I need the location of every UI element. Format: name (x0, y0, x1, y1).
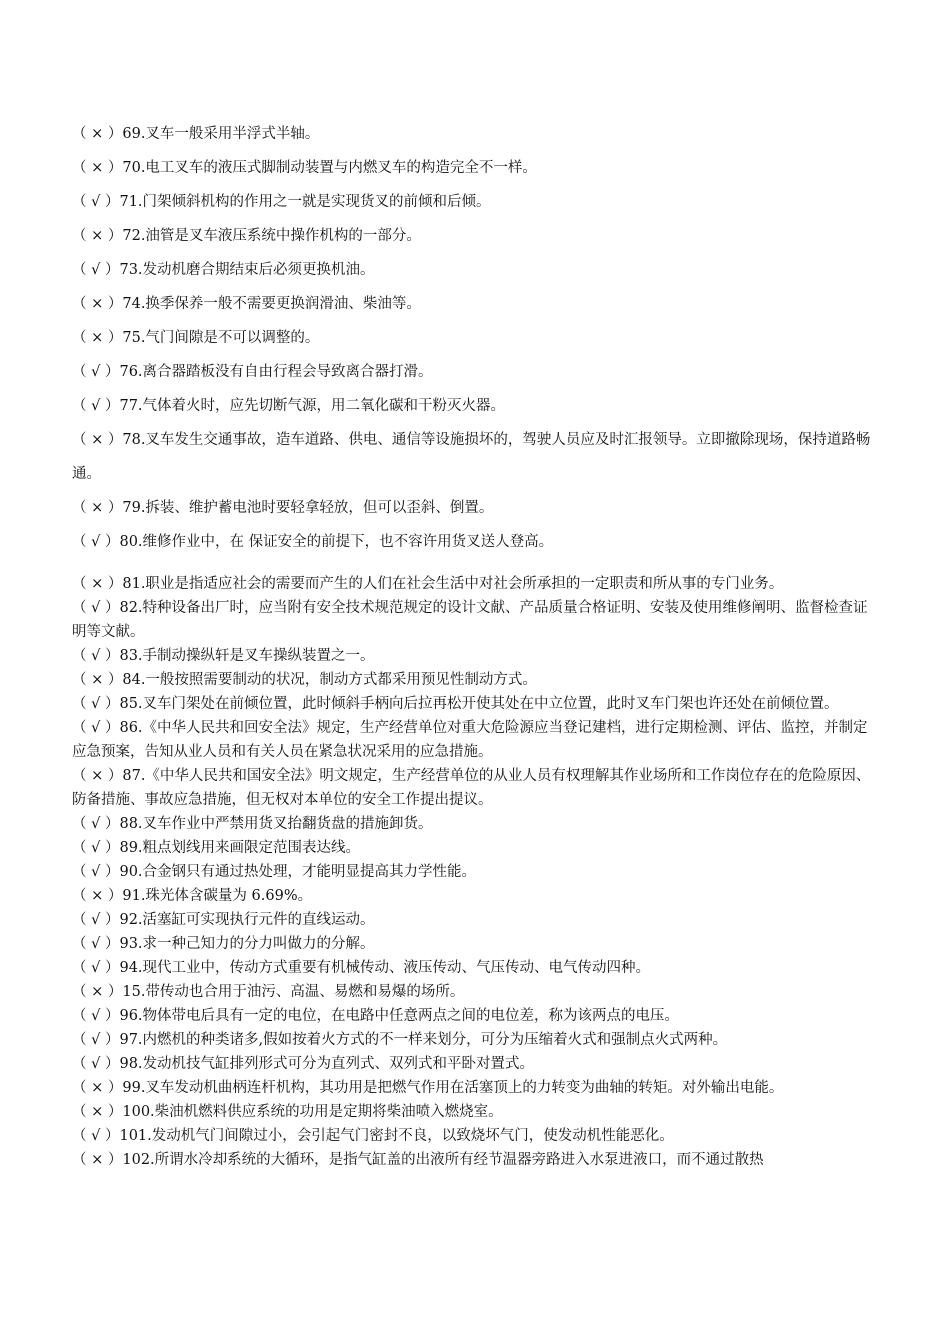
answer-mark: （ √ ） (72, 534, 120, 550)
list-item (72, 668, 877, 692)
answer-mark: （ √ ） (72, 364, 120, 380)
question-list-upper (72, 117, 882, 559)
list-item (72, 860, 877, 884)
answer-mark: （ × ） (72, 888, 123, 904)
list-item (72, 812, 877, 836)
question-text: 102.所谓水冷却系统的大循环，是指气缸盖的出液所有经节温器旁路进入水泵进液口，而不通过散热 (122, 1152, 764, 1168)
list-item (72, 491, 882, 525)
list-item (72, 321, 882, 355)
question-text: 98.发动机技气缸排列形式可分为直列式、双列式和平卧对置式。 (119, 1056, 535, 1072)
answer-mark: （ √ ） (72, 696, 120, 712)
list-item (72, 932, 877, 956)
answer-mark: （ √ ） (72, 1008, 120, 1024)
question-text: 77.气体着火时，应先切断气源，用二氧化碳和干粉灭火器。 (119, 398, 506, 414)
question-text: 71.门架倾斜机构的作用之一就是实现货叉的前倾和后倾。 (119, 194, 491, 210)
question-text: 89.粗点划线用来画限定范围表达线。 (119, 840, 361, 856)
question-text: 81.职业是指适应社会的需要而产生的人们在社会生活中对社会所承担的一定职责和所从事的专门业务。 (122, 576, 784, 592)
answer-mark: （ × ） (72, 330, 123, 346)
question-text: 94.现代工业中，传动方式重要有机械传动、液压传动、气压传动、电气传动四种。 (119, 960, 651, 976)
answer-mark: （ √ ） (72, 816, 120, 832)
answer-mark: （ × ） (72, 432, 123, 448)
question-text: 70.电工叉车的液压式脚制动装置与内燃叉车的构造完全不一样。 (122, 160, 537, 176)
answer-mark: （ × ） (72, 672, 123, 688)
question-text: 92.活塞缸可实现执行元件的直线运动。 (119, 912, 375, 928)
question-text: 76.离合器踏板没有自由行程会导致离合器打滑。 (119, 364, 433, 380)
question-text: 88.叉车作业中严禁用货叉抬翻货盘的措施卸货。 (119, 816, 433, 832)
answer-mark: （ × ） (72, 126, 123, 142)
question-text: 75.气门间隙是不可以调整的。 (122, 330, 320, 346)
question-text: 96.物体带电后具有一定的电位，在电路中任意两点之间的电位差，称为该两点的电压。 (119, 1008, 680, 1024)
answer-mark: （ × ） (72, 1152, 123, 1168)
answer-mark: （ × ） (72, 1080, 123, 1096)
question-text: 84.一般按照需要制动的状况，制动方式都采用预见性制动方式。 (122, 672, 537, 688)
list-item (72, 117, 882, 151)
question-text: 97.内燃机的种类诸多,假如按着火方式的不一样来划分，可分为压缩着火式和强制点火式两种。 (119, 1032, 728, 1048)
question-text: 91.珠光体含碳量为 6.69%。 (122, 888, 313, 904)
list-item (72, 389, 882, 423)
question-text: 15.带传动也合用于油污、高温、易燃和易爆的场所。 (122, 984, 465, 1000)
answer-mark: （ × ） (72, 500, 123, 516)
list-item (72, 1076, 877, 1100)
list-item (72, 1028, 877, 1052)
list-item (72, 423, 882, 491)
list-item (72, 219, 882, 253)
list-item (72, 644, 877, 668)
answer-mark: （ √ ） (72, 1056, 120, 1072)
list-item (72, 980, 877, 1004)
list-item (72, 836, 877, 860)
list-item (72, 692, 877, 716)
list-item (72, 572, 877, 596)
list-item (72, 884, 877, 908)
answer-mark: （ √ ） (72, 960, 120, 976)
answer-mark: （ × ） (72, 296, 123, 312)
list-item (72, 716, 877, 764)
question-text: 93.求一种己知力的分力叫做力的分解。 (119, 936, 375, 952)
list-item (72, 287, 882, 321)
list-item (72, 908, 877, 932)
answer-mark: （ × ） (72, 768, 123, 784)
answer-mark: （ × ） (72, 576, 123, 592)
question-text: 100.柴油机燃料供应系统的功用是定期将柴油喷入燃烧室。 (122, 1104, 503, 1120)
question-text: 101.发动机气门间隙过小，会引起气门密封不良，以致烧坏气门，使发动机性能恶化。 (119, 1128, 674, 1144)
list-item (72, 185, 882, 219)
answer-mark: （ √ ） (72, 194, 120, 210)
list-item (72, 764, 877, 812)
list-item (72, 1052, 877, 1076)
question-text: 80.维修作业中，在 保证安全的前提下，也不容许用货叉送人登高。 (119, 534, 554, 550)
question-text: 79.拆装、维护蓄电池时要轻拿轻放，但可以歪斜、倒置。 (122, 500, 494, 516)
question-text: 72.油管是叉车液压系统中操作机构的一部分。 (122, 228, 421, 244)
list-item (72, 253, 882, 287)
answer-mark: （ × ） (72, 160, 123, 176)
list-item (72, 1100, 877, 1124)
question-text: 99.叉车发动机曲柄连杆机构，其功用是把燃气作用在活塞顶上的力转变为曲轴的转矩。对外输出电能。 (122, 1080, 784, 1096)
list-item (72, 956, 877, 980)
question-text: 78.叉车发生交通事故，造车道路、供电、通信等设施损坏的，驾驶人员应及时汇报领导。立即撤除现场，保持道路畅通。 (72, 432, 871, 482)
question-text: 87.《中华人民共和国安全法》明文规定，生产经营单位的从业人员有权理解其作业场所和工作岗位存在的危险原因、防备措施、事故应急措施，但无权对本单位的安全工作提出提议。 (72, 768, 871, 808)
answer-mark: （ √ ） (72, 864, 120, 880)
list-item (72, 596, 877, 644)
answer-mark: （ √ ） (72, 720, 120, 736)
list-item (72, 525, 882, 559)
question-text: 82.特种设备出厂时，应当附有安全技术规范规定的设计文献、产品质量合格证明、安装及使用维修阐明、监督检查证明等文献。 (72, 600, 868, 640)
answer-mark: （ √ ） (72, 262, 120, 278)
question-list-lower (72, 572, 877, 1172)
answer-mark: （ √ ） (72, 840, 120, 856)
answer-mark: （ √ ） (72, 912, 120, 928)
question-text: 86.《中华人民共和回安全法》规定，生产经营单位对重大危险源应当登记建档，进行定期检测、评估、监控，并制定应急预案，告知从业人员和有关人员在紧急状况采用的应急措施。 (72, 720, 868, 760)
list-item (72, 1124, 877, 1148)
answer-mark: （ √ ） (72, 648, 120, 664)
question-text: 90.合金钢只有通过热处理，才能明显提高其力学性能。 (119, 864, 477, 880)
question-text: 69.叉车一般采用半浮式半轴。 (122, 126, 320, 142)
answer-mark: （ √ ） (72, 936, 120, 952)
question-text: 83.手制动操纵轩是叉车操纵装置之一。 (119, 648, 375, 664)
question-text: 73.发动机磨合期结束后必须更换机油。 (119, 262, 375, 278)
list-item (72, 1148, 877, 1172)
answer-mark: （ √ ） (72, 398, 120, 414)
answer-mark: （ × ） (72, 1104, 123, 1120)
answer-mark: （ × ） (72, 228, 123, 244)
list-item (72, 1004, 877, 1028)
list-item (72, 355, 882, 389)
list-item (72, 151, 882, 185)
answer-mark: （ √ ） (72, 1032, 120, 1048)
answer-mark: （ √ ） (72, 1128, 120, 1144)
question-text: 74.换季保养一般不需要更换润滑油、柴油等。 (122, 296, 421, 312)
answer-mark: （ √ ） (72, 600, 120, 616)
answer-mark: （ × ） (72, 984, 123, 1000)
question-text: 85.叉车门架处在前倾位置，此时倾斜手柄向后拉再松开使其处在中立位置，此时叉车门架也许还处在前倾位置。 (119, 696, 839, 712)
